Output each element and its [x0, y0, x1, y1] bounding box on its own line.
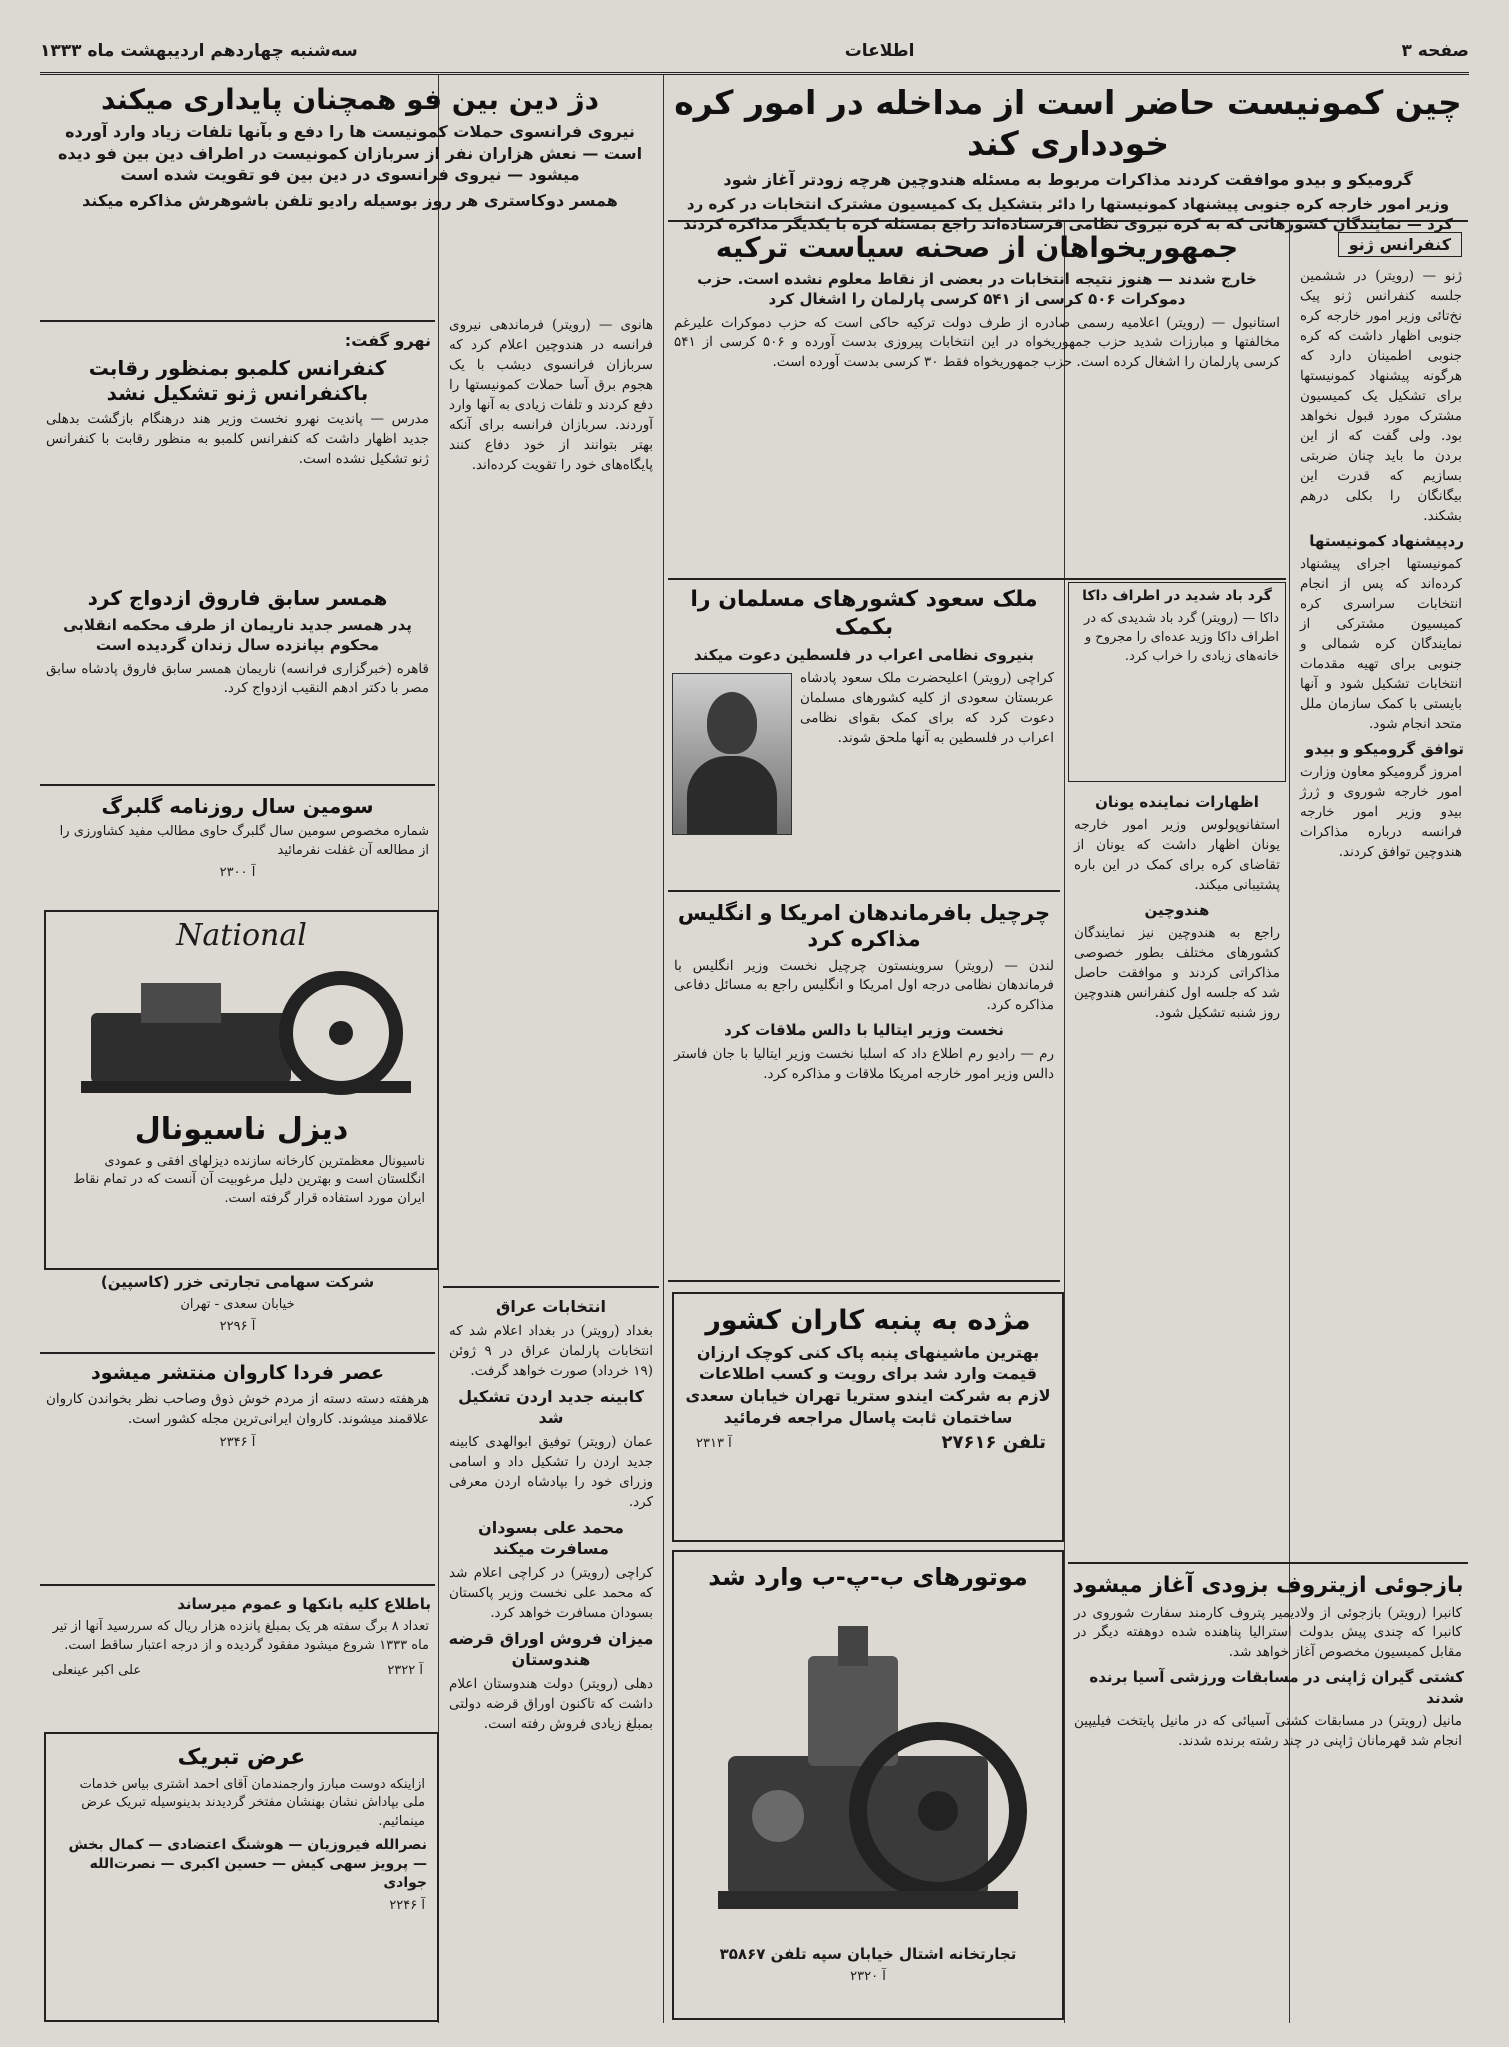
- section-rule: [40, 784, 435, 786]
- iraq-body: بغداد (رویتر) در بغداد اعلام شد که انتخابات پارلمان عراق در ۹ ژوئن (۱۹ خرداد) صورت خواهد گرفت.: [449, 1322, 654, 1379]
- bogra-headline: محمد علی بسودان مسافرت میکند: [478, 1517, 624, 1559]
- national-address: خیابان سعدی - تهران: [180, 1297, 295, 1313]
- greek-headline: اظهارات نماینده یونان: [1095, 793, 1259, 811]
- banks-notice: [40, 1590, 435, 1720]
- tabrik-body: ازاینکه دوست مبارز وارجمندمان آقای احمد اشتری بیاس خدمات ملی بپاداش نشان بهنشان مفتخر گردیدند بدینوسیله تبریک عرض مینمائیم.: [79, 1776, 425, 1830]
- cotton-ad-body: بهترین ماشینهای پنبه پاک کنی کوچک ارزان قیمت وارد شد برای رویت و کسب اطلاعات لازم به شرکت ایندو ستریا تهران خیابان سعدی ساختمان ثابت پاسال مراجعه فرمائید: [685, 1342, 1051, 1427]
- lead-subhead: گرومیکو و بیدو موافقت کردند مذاکرات مربوط به مسئله هندوچین هرچه زودتر آغاز شود: [723, 169, 1413, 189]
- jordan-headline: کابینه جدید اردن تشکیل شد: [458, 1386, 644, 1428]
- storm-box: [1068, 582, 1286, 782]
- jordan-body: عمان (رویتر) توفیق ابوالهدی کابینه جدید اردن را تشکیل داد و اسامی وزرای خود را بپادشاه اردن معرفی کرد.: [449, 1433, 653, 1510]
- wrestling-subhead: کشتی گیران ژاپنی در مسابقات ورزشی آسیا برنده شدند: [1089, 1668, 1464, 1707]
- lead-story: [668, 78, 1468, 234]
- farouk-story: [40, 582, 435, 778]
- churchill-body: لندن — (رویتر) سروینستون چرچیل نخست وزیر انگلیس با فرماندهان نظامی درجه اول امریکا و انگلیس راجع به مسائل دفاعی مذاکره کرد.: [674, 957, 1054, 1014]
- karvan-notice: [40, 1358, 435, 1578]
- cotton-ad-phone: تلفن ۲۷۶۱۶: [941, 1432, 1046, 1454]
- dienbienphu-deck: نیروی فرانسوی حملات کمونیست ها را دفع و بآنها تلفات زیاد وارد آورده است — نعش هزاران نفر از سربازان کمونیست در اطراف دین بین فو دیده میشود — نیروی فرانسوی در دین بین فو تقویت شده است: [57, 122, 643, 185]
- greek-story: [1068, 788, 1286, 1258]
- diesel-engine-illustration: [61, 953, 431, 1103]
- nehru-label: نهرو گفت:: [344, 331, 431, 350]
- indochina-subhead: هندوچین: [1144, 901, 1210, 920]
- national-headline: دیزل ناسیونال: [134, 1112, 349, 1147]
- nehru-headline: کنفرانس کلمبو بمنظور رقابت باکنفرانس ژنو تشکیل نشد: [88, 355, 387, 405]
- tabrik-names: نصرالله فیروزیان — هوشنگ اعتضادی — کمال بخش — پرویز سهی کیش — حسین اکبری — نصرت‌الله جوادی: [68, 1837, 427, 1891]
- geneva-body: ژنو — (رویتر) در ششمین جلسه کنفرانس ژنو پیک نخ‌تائی وزیر امور خارجه کره جنوبی اظهار داشت که کره جنوبی اطمینان دارد که هرگونه پیشنهاد کمونیستها برای تشکیل یک کمیسیون مشترک مورد قبول نخواهد بود. ولی گفت که از این بردن ما باید چنان ضربتی بسازیم که قدرت این بیگانگان را بکلی درهم بشکند.: [1300, 268, 1462, 524]
- geneva-subhead: ردپیشنهاد کمونیستها: [1309, 531, 1464, 550]
- banks-headline: باطلاع کلیه بانکها و عموم میرساند: [177, 1595, 431, 1613]
- engine-ad-headline: موتورهای ب-پ-ب وارد شد: [708, 1563, 1028, 1591]
- engine-illustration: [688, 1596, 1048, 1936]
- section-rule: [443, 1286, 659, 1288]
- banks-body: تعداد ۸ برگ سفته هر یک بمبلغ پانزده هزار ریال که سررسید آنها از تیر ماه ۱۳۳۳ شروع میشود مفقود گردیده و از درجه اعتبار ساقط است.: [52, 1619, 429, 1654]
- karvan-code: آ ۲۳۴۶: [219, 1434, 256, 1450]
- cotton-ad: [672, 1292, 1064, 1542]
- section-rule: [1068, 1562, 1468, 1564]
- dienbienphu-headline: دژ دین بین فو همچنان پایداری میکند: [100, 83, 600, 116]
- briefs-column: [443, 1292, 659, 2017]
- bonds-body: دهلی (رویتر) دولت هندوستان اعلام داشت که تاکنون اوراق قرضه دولتی بمبلغ زیادی فروش رفته است.: [449, 1675, 653, 1732]
- section-rule: [668, 890, 1060, 892]
- italy-subhead: نخست وزیر ایتالیا با دالس ملاقات کرد: [724, 1021, 1004, 1040]
- national-brand: National: [176, 918, 307, 953]
- dienbienphu-deck-2: همسر دوکاستری هر روز بوسیله رادیو تلفن باشوهرش مذاکره میکند: [82, 190, 618, 210]
- national-diesel-ad: [44, 910, 439, 1270]
- geneva-column: [1294, 226, 1468, 1506]
- geneva-subhead-2: توافق گرومیکو و بیدو: [1304, 739, 1464, 758]
- engine-ad-footer: تجارتخانه اشتال خیابان سپه تلفن ۳۵۸۶۷: [719, 1945, 1017, 1963]
- geneva-body-2: کمونیستها اجرای پیشنهاد کرده‌اند که پس از انجام انتخابات سراسری کره کمیسیون مشترکی از نمایندگان کره شمالی و جنوبی برای تهیه مقدمات انتخابات تشکیل شود و آنها بایستی با کمک سازمان ملل متحد انجام شود.: [1300, 555, 1462, 732]
- saudi-body: کراچی (رویتر) اعلیحضرت ملک سعود پادشاه عربستان سعودی از کلیه کشورهای مسلمان دعوت کرد که برای کمک بقوای نظامی اعراب در فلسطین به آنها ملحق شوند.: [800, 670, 1054, 747]
- karvan-body: هرهفته دسته دسته از مردم خوش ذوق وصاحب نظر بخواندن کاروان علاقمند میشوند. کاروان ایرانی‌ترین مجله کشور است.: [46, 1390, 429, 1427]
- petrov-story: [1068, 1568, 1468, 2018]
- storm-body: داکا — (رویتر) گرد باد شدیدی که در اطراف داکا وزید عده‌ای را مجروح و خانه‌های زیادی را خراب کرد.: [1084, 610, 1279, 664]
- saudi-deck: بنیروی نظامی اعراب در فلسطین دعوت میکند: [693, 646, 1034, 664]
- banks-signature: علی اکبر عینعلی: [52, 1662, 142, 1678]
- saudi-headline: ملک سعود کشورهای مسلمان را بکمک: [690, 587, 1038, 640]
- tabrik-headline: عرض تبریک: [177, 1745, 306, 1770]
- indochina-body: راجع به هندوچین نیز نمایندگان کشورهای مختلف بطور خصوصی مذاکراتی کردند و موافقت حاصل شد که جلسه اول کنفرانس هندوچین روز شنبه تشکیل شود.: [1074, 925, 1280, 1022]
- banks-code: آ ۲۳۲۲: [387, 1662, 423, 1678]
- turkey-headline: جمهوریخواهان از صحنه سیاست ترکیه: [715, 231, 1239, 264]
- king-saud-photo: [672, 673, 792, 835]
- italy-body: رم — رادیو رم اطلاع داد که اسلبا نخست وزیر ایتالیا با جان فاستر دالس وزیر امور خارجه امریکا ملاقات و مذاکره کرد.: [674, 1045, 1054, 1082]
- tabrik-code: آ ۲۲۴۶: [389, 1897, 425, 1913]
- karvan-headline: عصر فردا کاروان منتشر میشود: [90, 1362, 385, 1384]
- section-rule: [40, 1584, 435, 1586]
- cotton-ad-headline: مژده به پنبه کاران کشور: [705, 1305, 1031, 1336]
- turkey-deck: خارج شدند — هنوز نتیجه انتخابات در بعضی از نقاط معلوم نشده است. حزب دموکرات ۵۰۶ کرسی از ۵۴۱ کرسی پارلمان را اشغال کرد: [697, 270, 1257, 309]
- national-company-name: شرکت سهامی تجارتی خزر (کاسپین): [100, 1273, 375, 1291]
- paper-name: اطلاعات: [844, 41, 915, 61]
- dienbienphu-body: هانوی — (رویتر) فرماندهی نیروی فرانسه در هندوچین اعلام کرد که سربازان فرانسوی دیشب با یک هجوم برق آسا حملات کمونیستها را دفع کردند و تلفات زیادی به آنها وارد آوردند. سربازان فرانسه برای آنکه بهتر بتوانند از خود دفاع کنند پایگاه‌های خود را تقویت کرده‌اند.: [449, 317, 653, 473]
- engine-ad-code: آ ۲۳۲۰: [850, 1969, 886, 1985]
- section-rule: [668, 578, 1286, 580]
- column-rule: [663, 75, 664, 2023]
- golbarg-headline: سومین سال روزنامه گلبرگ: [101, 794, 374, 818]
- geneva-box-title: کنفرانس ژنو: [1338, 232, 1462, 257]
- nehru-story: [40, 326, 435, 576]
- bogra-body: کراچی (رویتر) در کراچی اعلام شد که محمد علی نخست وزیر پاکستان بسودان مسافرت خواهد کرد.: [449, 1564, 653, 1621]
- greek-body: استفانوپولوس وزیر امور خارجه یونان اظهار داشت که یونان از تقاضای کره برای کمک در این باره پشتیبانی میکند.: [1074, 817, 1280, 894]
- bonds-headline: میزان فروش اوراق قرضه هندوستان: [448, 1628, 654, 1670]
- section-rule: [668, 1280, 1060, 1282]
- engine-ad: [672, 1550, 1064, 2020]
- page-header: [40, 30, 1469, 75]
- page-number: صفحه ۳: [1401, 41, 1469, 61]
- farouk-deck: پدر همسر جدید ناریمان از طرف محکمه انقلابی محکوم بپانزده سال زندان گردیده است: [63, 616, 412, 655]
- lead-headline: چین کمونیست حاضر است از مداخله در امور کره خودداری کند: [674, 83, 1462, 164]
- date-line: سه‌شنبه چهاردهم اردیبهشت ماه ۱۳۳۳: [40, 41, 358, 61]
- golbarg-notice: [40, 790, 435, 900]
- petrov-body: کانبرا (رویتر) بازجوئی از ولادیمیر پتروف کارمند سفارت شوروی در کانبرا که چندی پیش بدولت استرالیا پناهنده شده دوهفته دیگر در مقابل کمیسیون مخصوص آغاز خواهد شد.: [1074, 1604, 1462, 1661]
- turkey-body: استانبول — (رویتر) اعلامیه رسمی صادره از طرف دولت ترکیه حاکی است که حزب دموکرات علیرغم مخالفتها و مبارزات شدید حزب جمهوریخواه در این انتخابات پیروزی بدست آورده و ۵۰۶ کرسی از ۵۴۱ کرسی پارلمان را اشغال کرده است. حزب جمهوریخواه فقط ۳۰ کرسی بدست آورده است.: [674, 314, 1280, 371]
- farouk-body: قاهره (خبرگزاری فرانسه) ناریمان همسر سابق فاروق پادشاه سابق مصر با دکتر ادهم النقیب ازدواج کرد.: [46, 660, 429, 697]
- saudi-story: [668, 582, 1060, 882]
- national-body: ناسیونال معظمترین کارخانه سازنده دیزلهای افقی و عمودی انگلستان است و بهترین دلیل مرغوبیت آن آنست که در تمام نقاط ایران مورد استفاده قرار گرفته است.: [73, 1153, 425, 1207]
- congratulations-notice: [44, 1732, 439, 2022]
- iraq-headline: انتخابات عراق: [496, 1297, 606, 1316]
- section-rule: [40, 1352, 435, 1354]
- dienbienphu-body-column: [443, 312, 659, 1282]
- petrov-headline: بازجوئی ازیتروف بزودی آغاز میشود: [1072, 1573, 1464, 1598]
- golbarg-body: شماره مخصوص سومین سال گلبرگ حاوی مطالب مفید کشاورزی را از مطالعه آن غفلت نفرمائید: [59, 824, 429, 858]
- storm-headline: گرد باد شدید در اطراف داکا: [1082, 588, 1272, 604]
- turkey-story: [668, 226, 1286, 576]
- farouk-headline: همسر سابق فاروق ازدواج کرد: [87, 586, 388, 610]
- cotton-ad-code: آ ۲۳۱۳: [696, 1436, 732, 1452]
- churchill-headline: چرچیل بافرماندهان امریکا و انگلیس مذاکره کرد: [677, 901, 1051, 952]
- geneva-body-3: امروز گرومیکو معاون وزارت امور خارجه شوروی و ژرژ بیدو وزیر امور خارجه فرانسه درباره مذاکرات هندوچین توافق کردند.: [1300, 763, 1462, 860]
- nehru-body: مدرس — پاندیت نهرو نخست وزیر هند درهنگام بازگشت بدهلی جدید اظهار داشت که کنفرانس کلمبو به منظور رقابت با کنفرانس ژنو تشکیل نشده است.: [46, 410, 429, 467]
- national-code: آ ۲۲۹۶: [219, 1319, 256, 1335]
- section-rule: [668, 220, 1468, 222]
- golbarg-code: آ ۲۳۰۰: [219, 864, 256, 880]
- section-rule: [40, 320, 435, 322]
- churchill-story: [668, 896, 1060, 1276]
- national-company: [40, 1268, 435, 1348]
- lead-deck: وزیر امور خارجه کره جنوبی پیشنهاد کمونیستها را دائر بتشکیل یک کمیسیون مشترک انتخابات در کره رد کرد — نمایندگان کشورهائی که به کره نیروی نظامی فرستاده‌اند راجع بمسئله کره با یکدیگر مذاکره کردند: [683, 195, 1453, 234]
- dienbienphu-header: [40, 78, 660, 308]
- wrestling-body: مانیل (رویتر) در مسابقات کشتی آسیائی که در مانیل پایتخت فیلیپین انجام شد قهرمانان ژاپنی در چند رشته برنده شدند.: [1074, 1712, 1462, 1749]
